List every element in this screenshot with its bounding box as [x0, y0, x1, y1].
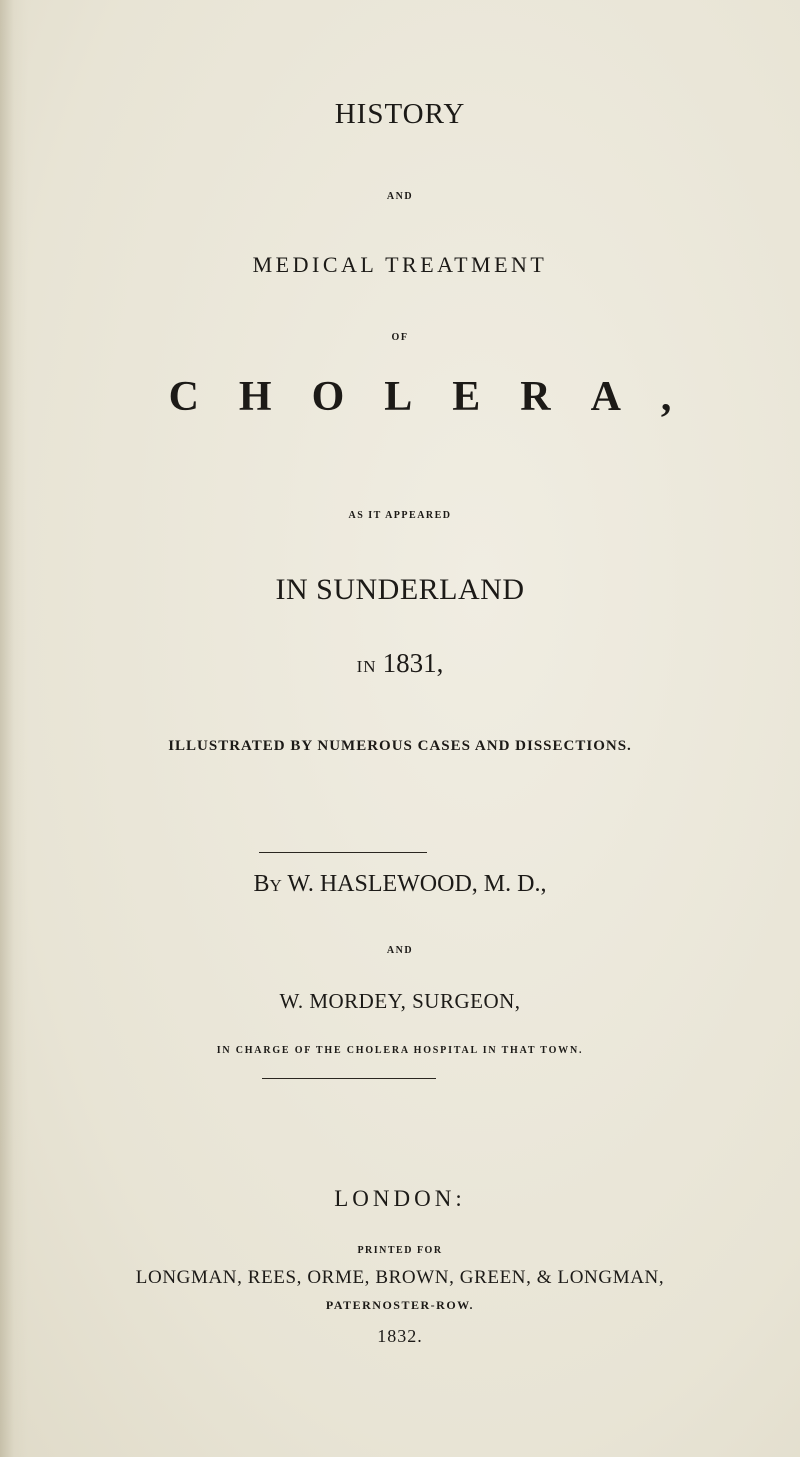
divider-rule: [262, 1078, 436, 1079]
imprint-publishers: LONGMAN, REES, ORME, BROWN, GREEN, & LONGMAN,: [135, 1267, 665, 1288]
preposition-of: OF: [391, 332, 409, 343]
title-line-history: HISTORY: [334, 98, 466, 130]
divider-rule: [259, 852, 427, 853]
conjunction-and-authors: AND: [386, 945, 414, 956]
author-role: IN CHARGE OF THE CHOLERA HOSPITAL IN THAT TOWN.: [216, 1045, 584, 1056]
imprint-year: 1832.: [377, 1326, 423, 1346]
imprint-printed-for: PRINTED FOR: [357, 1245, 443, 1256]
subtitle-year-line: [0, 650, 800, 677]
year-prefix: IN: [356, 657, 377, 676]
subtitle-place: IN SUNDERLAND: [275, 573, 525, 606]
author-line-1: [0, 872, 800, 896]
imprint-address: PATERNOSTER-ROW.: [325, 1298, 475, 1312]
title-main-cholera: CHOLERA,: [168, 374, 712, 420]
author-1: W. HASLEWOOD, M. D.,: [287, 871, 547, 897]
imprint-city: LONDON:: [334, 1186, 466, 1211]
author-2: W. MORDEY, SURGEON,: [279, 989, 521, 1013]
conjunction-and: AND: [386, 191, 414, 202]
by-text: By: [253, 871, 282, 897]
subtitle-as-it-appeared: AS IT APPEARED: [348, 510, 452, 521]
illustrated-line: ILLUSTRATED BY NUMEROUS CASES AND DISSECTIONS.: [168, 738, 632, 754]
by-label: [254, 871, 282, 897]
title-line-medical-treatment: MEDICAL TREATMENT: [252, 252, 548, 277]
year-value: 1831,: [382, 648, 444, 678]
